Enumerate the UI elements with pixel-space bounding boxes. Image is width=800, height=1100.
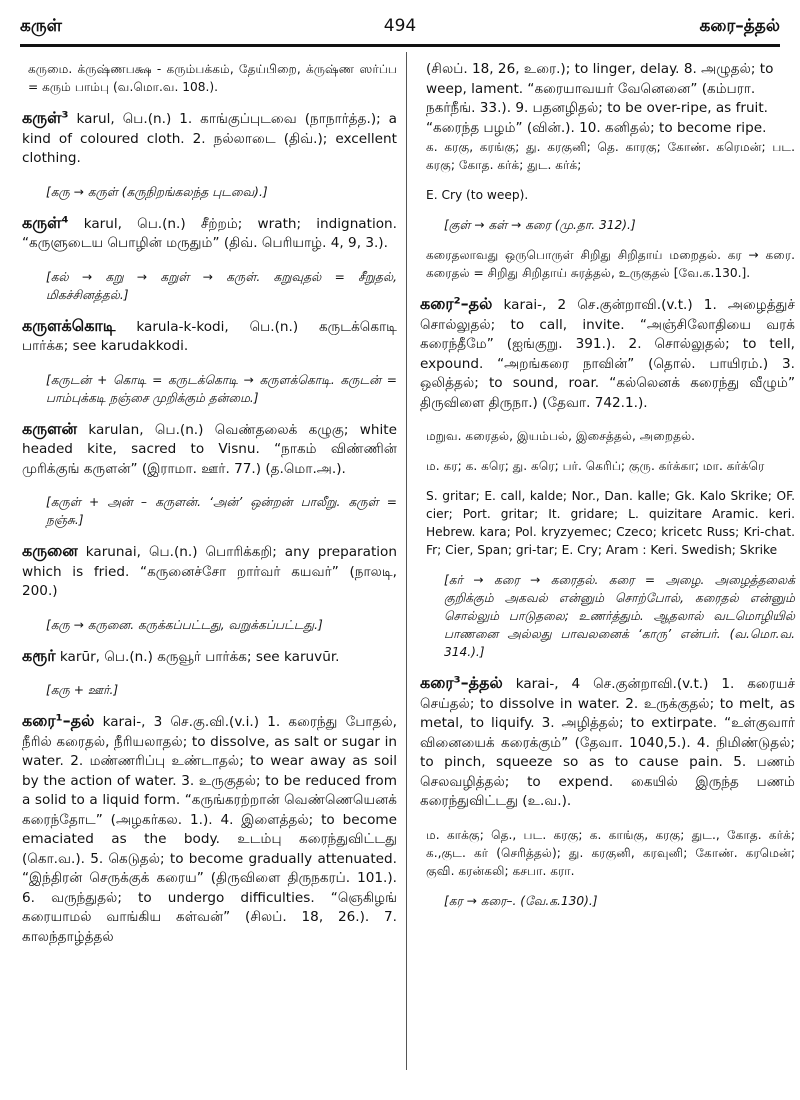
entry-text: ம. கர; க. கரெ; து. கரெ; பர். கெரிப்; குரு. கர்க்கா; மா. கர்க்ரெ (426, 459, 765, 473)
entry-text: E. Cry (to weep). (426, 188, 529, 202)
entry-text: க. கரகு, கரங்கு; து. கரகுனி; தெ. காரகு; கோண். கரெமன்; பட. கரகு; கோத. கர்க்; துட. கர்க்; (426, 140, 795, 172)
entry-text: karai-, 2 செ.குன்றாவி.(v.t.) 1. அழைத்துச் சொல்லுதல்; to call, invite. “அஞ்சிலோதியை வரக் கரைந்தீமே” (ஐங்குறு. 391.). 2. சொல்லுதல்; to tell, expound. “அறங்கரை நாவின்” (தொல். பாயிரம்.) 3. ஒலித்தல்; to sound, roar. “கல்லெனக் கரைந்து வீழும்” திருவிளை திருநா.) (தேவா. 742.1.). (420, 297, 795, 411)
column-divider (406, 52, 407, 1070)
entry-text: [கரு → கருனை. கருக்கப்பட்டது, வறுக்கப்பட்டது.] (46, 617, 323, 632)
etymology-note (420, 216, 795, 234)
headword: கரை¹–தல் (22, 711, 95, 730)
entry-text: S. gritar; E. call, kalde; Nor., Dan. kalle; Gk. Kalo Skrike; OF. cier; Port. gritar; It. gridare; L. quizitare Aramic. keri. Hebrew. kara; Pol. kryzyemec; Czeco; kricetc Russ; Kri-chat. Fr; Cier, Span; gri-tar; E. Cry; Aram : Keri. Swedish; Skrike (426, 489, 795, 557)
header-rule (20, 44, 780, 47)
etymology-note (22, 183, 397, 201)
entry-note (420, 186, 795, 204)
dictionary-entry (22, 419, 397, 480)
entry-note (420, 457, 795, 475)
entry-text: karai-, 4 செ.குன்றாவி.(v.t.) 1. கரையச் செய்தல்; to dissolve in water. 2. உருக்குதல்; to melt, as metal, to liquify. 3. அழித்தல்; to extirpate. “உள்குவார் வினையைக் கரைக்கும்” (தேவா. 1040,5.). 4. நிமிண்டுதல்; to pinch, squeeze so as to cause pain. 5. பணம் செலவழித்தல்; to expend. கையில் இருந்த பணம் கரைந்துவிட்டது (உ.வ.). (420, 676, 796, 809)
headword: கரை²–தல் (420, 294, 493, 313)
entry-text: karul, பெ.(n.) சீற்றம்; wrath; indignation. “கருளுடைய பொழின் மருதும்” (திவ். பெரியாழ். 4, 9, 3.). (22, 215, 397, 251)
entry-note (420, 826, 795, 880)
entry-text: மறுவ. கரைதல், இயம்பல், இசைத்தல், அறைதல். (426, 429, 696, 443)
dictionary-entry (22, 316, 397, 357)
entry-text: karulan, பெ.(n.) வெண்தலைக் கழுகு; white headed kite, sacred to Visnu. “நாகம் விண்ணின் முரிக்குங் கருளன்” (இராமா. ஊர். 77.) (த.மொ.அ.). (22, 421, 397, 477)
headword: கருனை (22, 541, 78, 560)
dictionary-entry (22, 541, 397, 602)
entry-text: [கருடன் + கொடி = கருடக்கொடி → கருளக்கொடி. கருடன் = பாம்புக்கடி நஞ்சை முறிக்கும் தன்மை.] (46, 372, 397, 405)
entry-text: karul, பெ.(n.) 1. காங்குப்புடவை (நாநார்த்த.); a kind of coloured cloth. 2. நல்லாடை (திவ்.); excellent clothing. (22, 111, 398, 166)
running-head-right: கரை–த்தல் (699, 16, 780, 36)
entry-note (420, 60, 795, 138)
page-header (20, 14, 780, 44)
headword: கருள்³ (22, 108, 69, 127)
headword: கருளன் (22, 418, 78, 438)
entry-note (420, 138, 795, 174)
page-number: 494 (383, 16, 417, 36)
entry-note (420, 246, 795, 282)
headword: கரை³–த்தல் (420, 673, 503, 692)
etymology-note (22, 268, 397, 304)
headword: கரூர் (22, 645, 56, 665)
headword: கருள்⁴ (22, 212, 69, 232)
entry-note (420, 487, 795, 559)
entry-text: karunai, பெ.(n.) பொரிக்கறி; any preparation which is fried. “கருனைச்சோ றார்வர் கயவர்” (நாலடி, 200.) (22, 544, 397, 599)
entry-text: [கரு → கருள் (கருநிறங்கலந்த புடவை).] (46, 184, 268, 199)
dictionary-entry (22, 108, 397, 169)
etymology-note (420, 571, 795, 661)
entry-text: கரைதலாவது ஒருபொருள் சிறிது சிறிதாய் மறைதல். கர → கரை. கரைதல் = சிறிது சிறிதாய் சுரத்தல், உருகுதல் [வே.க.130.]. (426, 248, 795, 280)
dictionary-entry (420, 673, 795, 812)
entry-text: ம. காக்கு; தெ., பட. கரகு; க. காங்கு, கரகு; துட., கோத. கர்க்; க.,குட. கர் (செரித்தல்); து. கரகுனி, கரவுனி; கோண். கரமென்; குவி. கரன்கலி; கசபா. கரா. (426, 827, 795, 878)
entry-text: karai-, 3 செ.கு.வி.(v.i.) 1. கரைந்து போதல், நீரில் கரைதல், நீரியலாதல்; to dissolve, as salt or sugar in water. 2. மண்ணரிப்பு உண்டாதல்; to wear away as soil by the action of water. 3. உருகுதல்; to be reduced from a solid to a liquid form. “கருங்கரற்றான் வெண்ணெயெனக் கரைந்தோட” (அழகர்கல. 1.). 4. இளைத்தல்; to become emaciated as the body. உடம்பு கரைந்துவிட்டது (கொ.வ.). 5. கெடுதல்; to become gradually attenuated. “இந்திரன் செருக்குக் கரைய” (திருவிளை திருநகரப். 101.). 6. வருந்துதல்; to undergo difficulties. “ஞெகிழங் கரையாமல் வாங்கிய கள்வன்” (சிலப். 18, 26.). 7. காலந்தாழ்த்தல் (22, 714, 397, 945)
entry-note (420, 427, 795, 445)
etymology-note (22, 616, 397, 634)
entry-text: [குள் → கள் → கரை (மு.தா. 312).] (444, 218, 636, 232)
entry-text: [கருள் + அன் – கருளன். ‘அன்’ ஒன்றன் பாலீறு. கருள் = நஞ்சு.] (46, 495, 397, 527)
entry-text: [கரு + ஊர்.] (46, 683, 119, 697)
etymology-note (22, 681, 397, 699)
etymology-note (22, 371, 397, 407)
headword: கருளக்கொடி (22, 315, 116, 335)
entry-note (22, 60, 397, 96)
right-column (420, 60, 795, 922)
dictionary-entry (22, 213, 397, 254)
dictionary-entry (22, 711, 397, 947)
entry-text: karūr, பெ.(n.) கருவூர் பார்க்க; see karuvūr. (59, 648, 340, 665)
etymology-note (420, 892, 795, 910)
running-head-left: கருள் (20, 16, 62, 36)
entry-text: [கல் → கறு → கறுள் → கருள். கறுவுதல் = சீறுதல், மிகச்சினத்தல்.] (46, 269, 397, 302)
entry-text: கருமை. க்ருஷ்ணபக்ஷ - கரும்பக்கம், தேய்பிறை, க்ருஷ்ண ஸர்ப்ப = கரும் பாம்பு (வ.மொ.வ. 108.). (28, 62, 397, 94)
entry-text: karula-k-kodi, பெ.(n.) கருடக்கொடி பார்க்க; see karudakkodi. (22, 318, 397, 354)
left-column (22, 60, 397, 961)
entry-text: [கர் → கரை → கரைதல். கரை = அழை. அழைத்தலைக் குறிக்கும் அகவல் என்னும் சொற்போல், கரைதல் என்னும் சொல்லும் பாடுதலை; உணர்த்தும். ஆதலால் வடமொழியில் பாணனை அல்லது பாவலனைக் ‘காரு’ என்பர். (வ.மொ.வ. 314.).] (444, 573, 795, 659)
dictionary-entry (22, 646, 397, 668)
etymology-note (22, 493, 397, 529)
dictionary-entry (420, 294, 795, 413)
entry-text: (சிலப். 18, 26, உரை.); to linger, delay. 8. அழுதல்; to weep, lament. “கரையாவயர் வேனெனை” (கம்பரா. நகர்நீங். 33.). 9. பதனழிதல்; to be over-ripe, as fruit. “கரைந்த பழம்” (வின்.). 10. கனிதல்; to become ripe. (426, 61, 774, 136)
entry-text: [கர → கரை–. (வே.க.130).] (444, 893, 598, 908)
